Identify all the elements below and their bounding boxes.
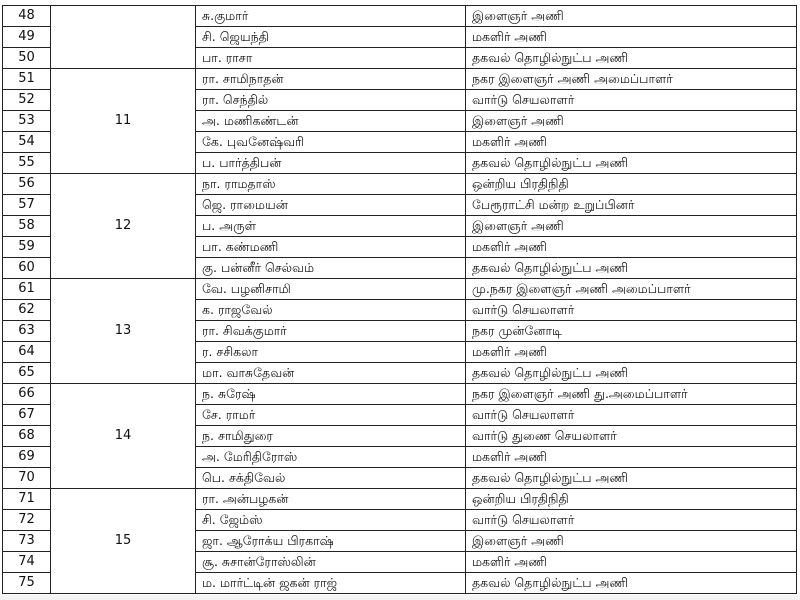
member-name: அ. மணிகண்டன் xyxy=(196,111,466,132)
ward-number: 11 xyxy=(51,69,196,174)
member-name: அ. மேரிதிரோஸ் xyxy=(196,447,466,468)
member-role: மகளிர் அணி xyxy=(466,552,797,573)
member-name: ஜா. ஆரோக்ய பிரகாஷ் xyxy=(196,531,466,552)
serial-number: 64 xyxy=(3,342,51,363)
table-row xyxy=(3,384,797,405)
member-name: சு.குமார் xyxy=(196,6,466,27)
serial-number: 59 xyxy=(3,237,51,258)
member-role: மகளிர் அணி xyxy=(466,342,797,363)
member-name: ப. பார்த்திபன் xyxy=(196,153,466,174)
member-name: ரா. செந்தில் xyxy=(196,90,466,111)
member-name: பா. கண்மணி xyxy=(196,237,466,258)
member-role: வார்டு செயலாளர் xyxy=(466,300,797,321)
member-role: நகர இளைஞர் அணி து.அமைப்பாளர் xyxy=(466,384,797,405)
member-name: ரா. அன்பழகன் xyxy=(196,489,466,510)
member-name: ப. அருள் xyxy=(196,216,466,237)
member-name: ர. சசிகலா xyxy=(196,342,466,363)
serial-number: 49 xyxy=(3,27,51,48)
member-name: நா. ராமதாஸ் xyxy=(196,174,466,195)
member-name: ரா. சிவக்குமார் xyxy=(196,321,466,342)
page-bottom-edge xyxy=(0,595,800,600)
member-name: சி. ஜேம்ஸ் xyxy=(196,510,466,531)
serial-number: 58 xyxy=(3,216,51,237)
serial-number: 60 xyxy=(3,258,51,279)
serial-number: 73 xyxy=(3,531,51,552)
serial-number: 55 xyxy=(3,153,51,174)
serial-number: 50 xyxy=(3,48,51,69)
member-name: சூ. சுசான்ரோஸ்லின் xyxy=(196,552,466,573)
member-name: ஜெ. ராமையன் xyxy=(196,195,466,216)
serial-number: 57 xyxy=(3,195,51,216)
member-name: வே. பழனிசாமி xyxy=(196,279,466,300)
member-role: மு.நகர இளைஞர் அணி அமைப்பாளர் xyxy=(466,279,797,300)
serial-number: 53 xyxy=(3,111,51,132)
serial-number: 66 xyxy=(3,384,51,405)
member-role: ஒன்றிய பிரதிநிதி xyxy=(466,489,797,510)
table-row xyxy=(3,279,797,300)
member-role: வார்டு துணை செயலாளர் xyxy=(466,426,797,447)
member-role: இளைஞர் அணி xyxy=(466,216,797,237)
member-name: ந. சாமிதுரை xyxy=(196,426,466,447)
serial-number: 56 xyxy=(3,174,51,195)
member-name: ந. சுரேஷ் xyxy=(196,384,466,405)
member-role: இளைஞர் அணி xyxy=(466,531,797,552)
ward-number: 15 xyxy=(51,489,196,594)
member-role: வார்டு செயலாளர் xyxy=(466,90,797,111)
table-row xyxy=(3,69,797,90)
serial-number: 72 xyxy=(3,510,51,531)
member-name: ரா. சாமிநாதன் xyxy=(196,69,466,90)
member-name: க. ராஜவேல் xyxy=(196,300,466,321)
member-role: தகவல் தொழில்நுட்ப அணி xyxy=(466,153,797,174)
member-role: பேரூராட்சி மன்ற உறுப்பினர் xyxy=(466,195,797,216)
serial-number: 69 xyxy=(3,447,51,468)
table-row xyxy=(3,6,797,27)
member-role: தகவல் தொழில்நுட்ப அணி xyxy=(466,48,797,69)
ward-number: 14 xyxy=(51,384,196,489)
table-row xyxy=(3,174,797,195)
ward-number: 12 xyxy=(51,174,196,279)
member-name: சே. ராமர் xyxy=(196,405,466,426)
serial-number: 65 xyxy=(3,363,51,384)
member-name: மா. வாசுதேவன் xyxy=(196,363,466,384)
member-role: இளைஞர் அணி xyxy=(466,6,797,27)
member-name: கு. பன்னீர் செல்வம் xyxy=(196,258,466,279)
serial-number: 54 xyxy=(3,132,51,153)
serial-number: 74 xyxy=(3,552,51,573)
members-table-body xyxy=(3,6,797,594)
serial-number: 52 xyxy=(3,90,51,111)
serial-number: 70 xyxy=(3,468,51,489)
member-role: வார்டு செயலாளர் xyxy=(466,510,797,531)
member-role: மகளிர் அணி xyxy=(466,237,797,258)
member-name: கே. புவனேஷ்வரி xyxy=(196,132,466,153)
member-name: பெ. சக்திவேல் xyxy=(196,468,466,489)
serial-number: 63 xyxy=(3,321,51,342)
member-role: ஒன்றிய பிரதிநிதி xyxy=(466,174,797,195)
member-role: மகளிர் அணி xyxy=(466,132,797,153)
member-role: தகவல் தொழில்நுட்ப அணி xyxy=(466,258,797,279)
member-name: பா. ராசா xyxy=(196,48,466,69)
serial-number: 61 xyxy=(3,279,51,300)
member-role: தகவல் தொழில்நுட்ப அணி xyxy=(466,363,797,384)
table-row xyxy=(3,489,797,510)
member-role: தகவல் தொழில்நுட்ப அணி xyxy=(466,573,797,594)
ward-number xyxy=(51,6,196,69)
member-role: இளைஞர் அணி xyxy=(466,111,797,132)
member-role: நகர முன்னோடி xyxy=(466,321,797,342)
serial-number: 71 xyxy=(3,489,51,510)
serial-number: 75 xyxy=(3,573,51,594)
member-role: மகளிர் அணி xyxy=(466,447,797,468)
member-role: வார்டு செயலாளர் xyxy=(466,405,797,426)
members-table xyxy=(2,5,797,594)
ward-number: 13 xyxy=(51,279,196,384)
serial-number: 68 xyxy=(3,426,51,447)
serial-number: 48 xyxy=(3,6,51,27)
serial-number: 67 xyxy=(3,405,51,426)
member-role: தகவல் தொழில்நுட்ப அணி xyxy=(466,468,797,489)
serial-number: 51 xyxy=(3,69,51,90)
member-name: ம. மார்ட்டின் ஜகன் ராஜ் xyxy=(196,573,466,594)
member-name: சி. ஜெயந்தி xyxy=(196,27,466,48)
member-role: மகளிர் அணி xyxy=(466,27,797,48)
serial-number: 62 xyxy=(3,300,51,321)
member-role: நகர இளைஞர் அணி அமைப்பாளர் xyxy=(466,69,797,90)
